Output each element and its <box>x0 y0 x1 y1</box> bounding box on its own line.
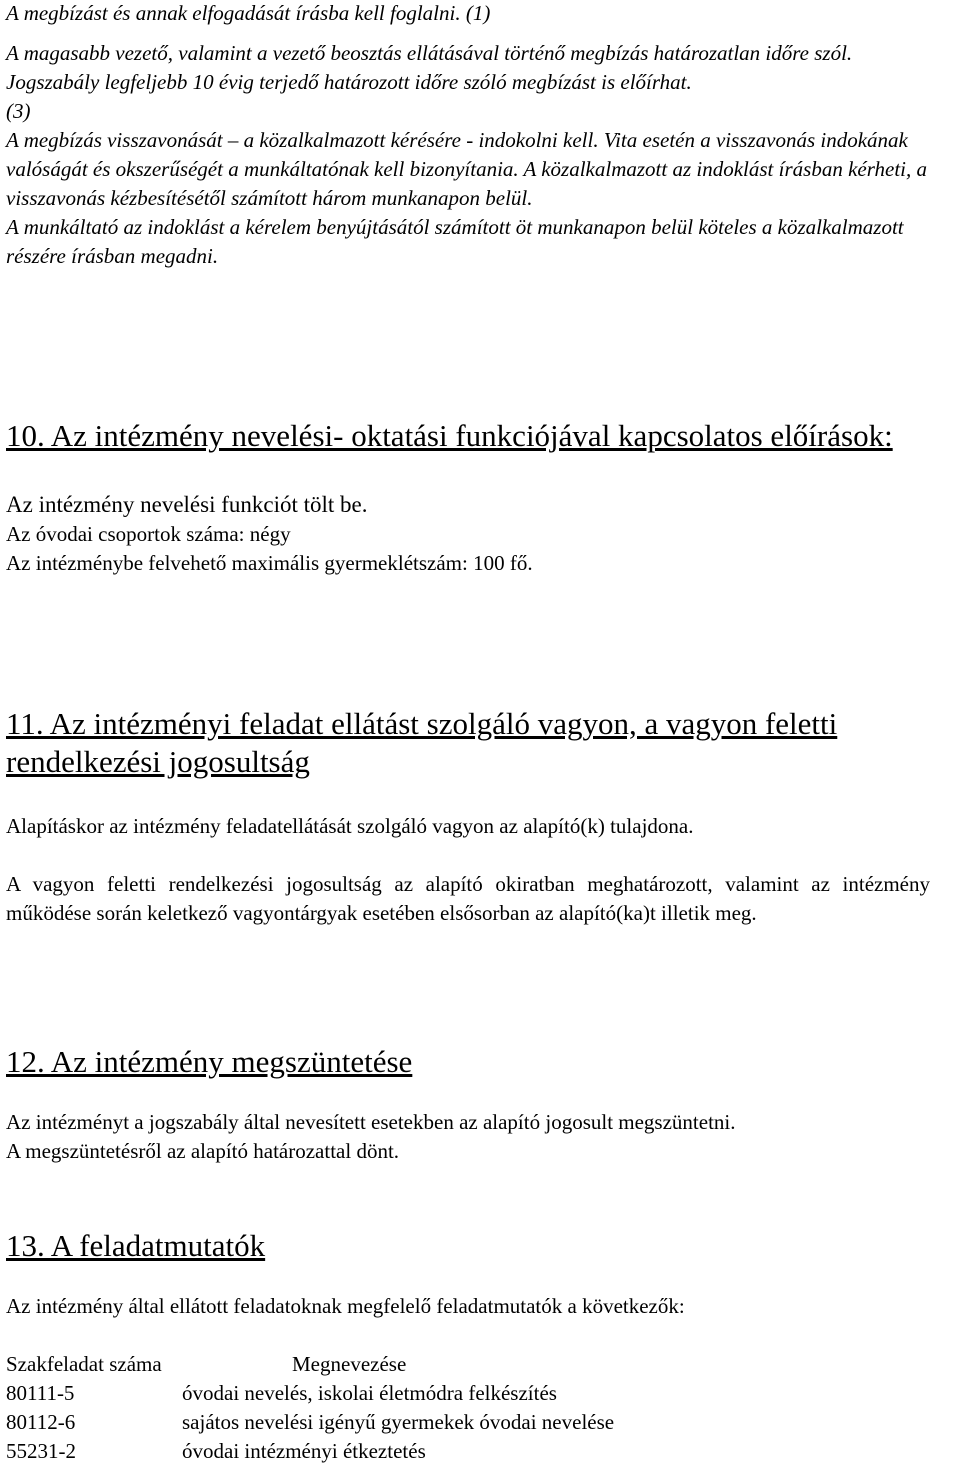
section-11-paragraph-2: A vagyon feletti rendelkezési jogosultság az alapító okiratban meghatározott, valamint az intézmény működése során keletkező vagyontárgyak esetében elsősorban az alapító(ka)t illetik meg. <box>6 872 930 925</box>
indicator-table <box>6 1350 930 1466</box>
table-row <box>6 1379 930 1408</box>
table-cell-code: 80111-5 <box>6 1381 75 1405</box>
section-12-paragraph-1: Az intézményt a jogszabály által nevesített esetekben az alapító jogosult megszüntetni. <box>6 1110 736 1134</box>
section-12 <box>6 1043 930 1166</box>
section-10-line-2: Az óvodai csoportok száma: négy <box>6 522 291 546</box>
section-12-heading: 12. Az intézmény megszüntetése <box>6 1044 413 1079</box>
paragraph-revocation: A megbízás visszavonását – a közalkalmazott kérésére - indokolni kell. Vita esetén a visszavonás indokának valóságát és okszerűségét a munkáltatónak kell bizonyítania. A közalkalmazott az indoklást írásban kérheti, a visszavonás kézbesítésétől számított három munkanapon belül. <box>6 128 927 210</box>
paragraph-agreement: A megbízást és annak elfogadását írásba kell foglalni. (1) <box>6 1 491 25</box>
table-cell-name: óvodai nevelés, iskolai életmódra felkészítés <box>182 1381 557 1405</box>
section-11 <box>6 705 930 928</box>
paragraph-ref-3: (3) <box>6 99 31 123</box>
table-row <box>6 1437 930 1466</box>
table-cell-code: 55231-2 <box>6 1439 76 1463</box>
section-10-line-1: Az intézmény nevelési funkciót tölt be. <box>6 492 368 517</box>
table-header <box>6 1350 930 1379</box>
column-header-code: Szakfeladat száma <box>6 1352 162 1376</box>
table-cell-name: sajátos nevelési igényű gyermekek óvodai nevelése <box>182 1410 615 1434</box>
paragraph-term: A magasabb vezető, valamint a vezető beosztás ellátásával történő megbízás határozatlan időre szól. Jogszabály legfeljebb 10 évig terjedő határozott időre szóló megbízást is előírhat. <box>6 41 853 94</box>
top-section <box>6 0 930 271</box>
section-12-paragraph-2: A megszüntetésről az alapító határozattal dönt. <box>6 1139 400 1163</box>
section-10-heading: 10. Az intézmény nevelési- oktatási funkciójával kapcsolatos előírások: <box>6 418 893 453</box>
section-13-intro: Az intézmény által ellátott feladatoknak megfelelő feladatmutatók a következők: <box>6 1294 685 1318</box>
section-10-line-3: Az intézménybe felvehető maximális gyermeklétszám: 100 fő. <box>6 551 533 575</box>
section-13 <box>6 1227 930 1466</box>
column-header-name: Megnevezése <box>292 1352 407 1376</box>
section-11-heading: 11. Az intézményi feladat ellátást szolgáló vagyon, a vagyon feletti rendelkezési jogosultság <box>6 706 838 779</box>
section-10 <box>6 417 930 578</box>
table-cell-code: 80112-6 <box>6 1410 76 1434</box>
table-row <box>6 1408 930 1437</box>
section-11-paragraph-1: Alapításkor az intézmény feladatellátását szolgáló vagyon az alapító(k) tulajdona. <box>6 814 694 838</box>
table-cell-name: óvodai intézményi étkeztetés <box>182 1439 426 1463</box>
section-13-heading: 13. A feladatmutatók <box>6 1228 266 1263</box>
paragraph-employer: A munkáltató az indoklást a kérelem benyújtásától számított öt munkanapon belül köteles a közalkalmazott részére írásban megadni. <box>6 215 904 268</box>
